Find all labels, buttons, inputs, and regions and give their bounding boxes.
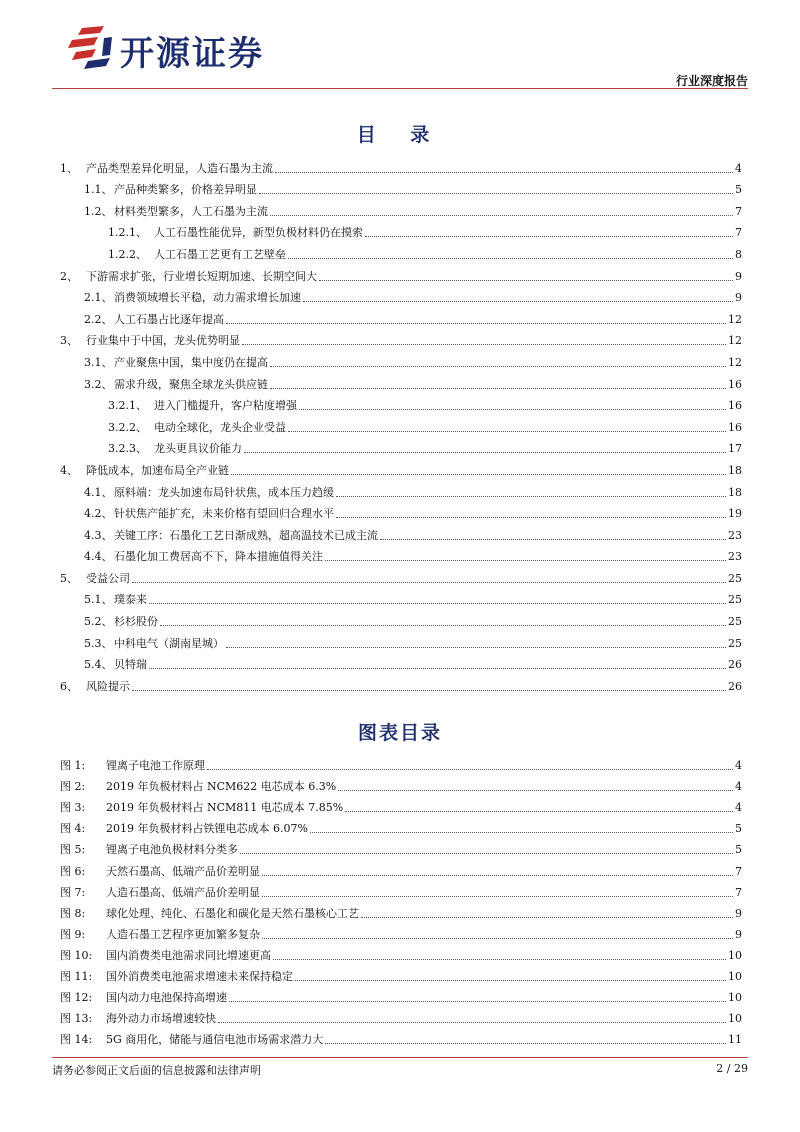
entry-title: 电动全球化，龙头企业受益 bbox=[154, 420, 286, 434]
dot-leader bbox=[319, 280, 733, 281]
entry-title: 人工石墨工艺更有工艺壁垒 bbox=[154, 247, 286, 261]
entry-title: 受益公司 bbox=[86, 571, 130, 585]
entry-number: 1.2、 bbox=[84, 204, 113, 218]
dot-leader bbox=[295, 980, 726, 981]
dot-leader bbox=[325, 560, 726, 561]
dot-leader bbox=[270, 388, 726, 389]
entry-page-number: 7 bbox=[735, 226, 742, 240]
dot-leader bbox=[338, 790, 733, 791]
entry-title: 贝特瑞 bbox=[114, 658, 147, 672]
dot-leader bbox=[226, 323, 726, 324]
dot-leader bbox=[262, 896, 733, 897]
entry-title: 行业集中于中国，龙头优势明显 bbox=[86, 334, 240, 348]
dot-leader bbox=[310, 832, 733, 833]
toc-entry[interactable] bbox=[60, 586, 742, 608]
entry-number: 图 4: bbox=[60, 822, 86, 836]
entry-page-number: 7 bbox=[735, 864, 742, 878]
entry-number: 图 10: bbox=[60, 948, 93, 962]
dot-leader bbox=[229, 1001, 726, 1002]
entry-title: 璞泰来 bbox=[114, 593, 147, 607]
entry-number: 图 9: bbox=[60, 927, 86, 941]
dot-leader bbox=[325, 1043, 726, 1044]
entry-number: 图 7: bbox=[60, 885, 86, 899]
entry-page-number: 12 bbox=[728, 355, 742, 369]
entry-page-number: 9 bbox=[735, 906, 742, 920]
entry-title: 锂离子电池负极材料分类多 bbox=[106, 843, 238, 857]
entry-page-number: 12 bbox=[728, 312, 742, 326]
entry-page-number: 16 bbox=[728, 399, 742, 413]
entry-number: 3、 bbox=[60, 334, 78, 348]
entry-number: 图 5: bbox=[60, 843, 86, 857]
figure-entry[interactable] bbox=[60, 815, 742, 836]
entry-number: 4.4、 bbox=[84, 550, 113, 564]
entry-page-number: 17 bbox=[728, 442, 742, 456]
entry-number: 1.1、 bbox=[84, 183, 113, 197]
figure-entry[interactable] bbox=[60, 963, 742, 984]
toc-entry[interactable] bbox=[60, 176, 742, 198]
entry-number: 图 14: bbox=[60, 1033, 93, 1047]
entry-number: 5.4、 bbox=[84, 658, 113, 672]
entry-page-number: 11 bbox=[728, 1033, 742, 1047]
dot-leader bbox=[262, 875, 733, 876]
footer-disclaimer: 请务必参阅正文后面的信息披露和法律声明 bbox=[52, 1064, 261, 1077]
toc-entry[interactable] bbox=[60, 284, 742, 306]
toc-entry[interactable] bbox=[60, 564, 742, 586]
dot-leader bbox=[361, 917, 733, 918]
toc-entry[interactable] bbox=[60, 392, 742, 414]
toc-entry[interactable] bbox=[60, 672, 742, 694]
toc-entry[interactable] bbox=[60, 651, 742, 673]
entry-number: 2.2、 bbox=[84, 312, 113, 326]
dot-leader bbox=[273, 959, 726, 960]
entry-title: 人工石墨性能优异，新型负极材料仍在摸索 bbox=[154, 226, 363, 240]
entry-page-number: 19 bbox=[728, 507, 742, 521]
entry-number: 图 1: bbox=[60, 759, 86, 773]
entry-page-number: 5 bbox=[735, 843, 742, 857]
entry-title: 人造石墨工艺程序更加繁多复杂 bbox=[106, 927, 260, 941]
dot-leader bbox=[345, 811, 733, 812]
dot-leader bbox=[270, 215, 733, 216]
entry-page-number: 9 bbox=[735, 269, 742, 283]
entry-title: 材料类型繁多，人工石墨为主流 bbox=[114, 204, 268, 218]
toc-entry[interactable] bbox=[60, 219, 742, 241]
entry-page-number: 10 bbox=[728, 1012, 742, 1026]
dot-leader bbox=[132, 582, 726, 583]
toc-entry[interactable] bbox=[60, 262, 742, 284]
entry-title: 产业聚焦中国，集中度仍在提高 bbox=[114, 355, 268, 369]
kaiyuan-logo-icon bbox=[60, 22, 120, 72]
dot-leader bbox=[259, 193, 733, 194]
entry-page-number: 4 bbox=[735, 161, 742, 175]
dot-leader bbox=[132, 690, 726, 691]
entry-title: 海外动力市场增速较快 bbox=[106, 1012, 216, 1026]
entry-number: 3.2.3、 bbox=[108, 442, 147, 456]
dot-leader bbox=[218, 1022, 726, 1023]
entry-page-number: 5 bbox=[735, 183, 742, 197]
entry-title: 下游需求扩张，行业增长短期加速、长期空间大 bbox=[86, 269, 317, 283]
dot-leader bbox=[288, 431, 726, 432]
entry-page-number: 9 bbox=[735, 927, 742, 941]
dot-leader bbox=[207, 769, 733, 770]
entry-page-number: 25 bbox=[728, 593, 742, 607]
figure-entry[interactable] bbox=[60, 773, 742, 794]
entry-title: 球化处理、纯化、石墨化和碳化是天然石墨核心工艺 bbox=[106, 906, 359, 920]
entry-page-number: 26 bbox=[728, 679, 742, 693]
dot-leader bbox=[240, 853, 733, 854]
dot-leader bbox=[336, 496, 726, 497]
entry-page-number: 18 bbox=[728, 485, 742, 499]
entry-title: 国内动力电池保持高增速 bbox=[106, 991, 227, 1005]
entry-page-number: 18 bbox=[728, 463, 742, 477]
page-indicator: 2 / 29 bbox=[716, 1062, 748, 1075]
entry-title: 杉杉股份 bbox=[114, 615, 158, 629]
entry-title: 石墨化加工费居高不下，降本措施值得关注 bbox=[114, 550, 323, 564]
entry-number: 5.3、 bbox=[84, 636, 113, 650]
entry-title: 人工石墨占比逐年提高 bbox=[114, 312, 224, 326]
toc-entry[interactable] bbox=[60, 370, 742, 392]
dot-leader bbox=[270, 366, 726, 367]
entry-title: 中科电气（湖南星城） bbox=[114, 636, 224, 650]
header-divider bbox=[52, 88, 748, 89]
toc-entry[interactable] bbox=[60, 197, 742, 219]
entry-page-number: 7 bbox=[735, 885, 742, 899]
entry-title: 国内消费类电池需求同比增速更高 bbox=[106, 948, 271, 962]
entry-title: 5G 商用化，储能与通信电池市场需求潜力大 bbox=[106, 1033, 324, 1047]
entry-number: 2、 bbox=[60, 269, 78, 283]
entry-number: 图 12: bbox=[60, 991, 93, 1005]
entry-number: 5、 bbox=[60, 571, 78, 585]
entry-title: 龙头更具议价能力 bbox=[154, 442, 242, 456]
entry-number: 3.2、 bbox=[84, 377, 113, 391]
table-of-contents bbox=[60, 154, 742, 694]
entry-title: 国外消费类电池需求增速未来保持稳定 bbox=[106, 970, 293, 984]
figure-entry[interactable] bbox=[60, 1005, 742, 1026]
entry-page-number: 25 bbox=[728, 571, 742, 585]
entry-number: 5.1、 bbox=[84, 593, 113, 607]
toc-title: 目 录 bbox=[356, 124, 444, 146]
entry-title: 消费领域增长平稳，动力需求增长加速 bbox=[114, 291, 301, 305]
entry-title: 进入门槛提升，客户粘度增强 bbox=[154, 399, 297, 413]
dot-leader bbox=[380, 539, 726, 540]
entry-number: 4.1、 bbox=[84, 485, 113, 499]
entry-page-number: 5 bbox=[735, 822, 742, 836]
dot-leader bbox=[262, 938, 733, 939]
dot-leader bbox=[288, 258, 733, 259]
entry-page-number: 25 bbox=[728, 615, 742, 629]
entry-title: 2019 年负极材料占铁锂电芯成本 6.07% bbox=[106, 822, 308, 836]
entry-page-number: 10 bbox=[728, 991, 742, 1005]
entry-title: 原料端：龙头加速布局针状焦，成本压力趋缓 bbox=[114, 485, 334, 499]
entry-number: 3.2.1、 bbox=[108, 399, 147, 413]
report-type-label: 行业深度报告 bbox=[675, 74, 748, 88]
dot-leader bbox=[226, 647, 726, 648]
figure-entry[interactable] bbox=[60, 1026, 742, 1047]
figure-entry[interactable] bbox=[60, 879, 742, 900]
toc-entry[interactable] bbox=[60, 327, 742, 349]
entry-page-number: 9 bbox=[735, 291, 742, 305]
dot-leader bbox=[242, 344, 726, 345]
toc-entry[interactable] bbox=[60, 543, 742, 565]
dot-leader bbox=[149, 603, 726, 604]
dot-leader bbox=[149, 668, 726, 669]
toc-entry[interactable] bbox=[60, 500, 742, 522]
entry-number: 图 11: bbox=[60, 970, 93, 984]
entry-page-number: 4 bbox=[735, 759, 742, 773]
entry-number: 3.2.2、 bbox=[108, 420, 147, 434]
entry-title: 2019 年负极材料占 NCM811 电芯成本 7.85% bbox=[106, 801, 344, 815]
footer-divider bbox=[52, 1057, 748, 1058]
entry-page-number: 16 bbox=[728, 377, 742, 391]
entry-number: 图 2: bbox=[60, 780, 86, 794]
dot-leader bbox=[299, 409, 726, 410]
figure-entry[interactable] bbox=[60, 942, 742, 963]
entry-number: 2.1、 bbox=[84, 291, 113, 305]
toc-entry[interactable] bbox=[60, 629, 742, 651]
figure-entry[interactable] bbox=[60, 836, 742, 857]
entry-page-number: 10 bbox=[728, 948, 742, 962]
entry-title: 锂离子电池工作原理 bbox=[106, 759, 205, 773]
figure-entry[interactable] bbox=[60, 752, 742, 773]
entry-page-number: 4 bbox=[735, 801, 742, 815]
toc-entry[interactable] bbox=[60, 154, 742, 176]
entry-title: 人造石墨高、低端产品价差明显 bbox=[106, 885, 260, 899]
dot-leader bbox=[244, 452, 726, 453]
entry-title: 天然石墨高、低端产品价差明显 bbox=[106, 864, 260, 878]
entry-page-number: 8 bbox=[735, 247, 742, 261]
entry-page-number: 26 bbox=[728, 658, 742, 672]
entry-number: 图 13: bbox=[60, 1012, 93, 1026]
entry-number: 图 6: bbox=[60, 864, 86, 878]
dot-leader bbox=[160, 625, 726, 626]
figure-entry[interactable] bbox=[60, 921, 742, 942]
figure-entry[interactable] bbox=[60, 857, 742, 878]
entry-title: 降低成本，加速布局全产业链 bbox=[86, 463, 229, 477]
entry-number: 1、 bbox=[60, 161, 78, 175]
toc-entry[interactable] bbox=[60, 413, 742, 435]
toc-entry[interactable] bbox=[60, 456, 742, 478]
entry-title: 产品种类繁多，价格差异明显 bbox=[114, 183, 257, 197]
figure-list-title: 图表目录 bbox=[357, 722, 442, 744]
dot-leader bbox=[303, 301, 733, 302]
figure-list bbox=[60, 752, 742, 1047]
entry-title: 2019 年负极材料占 NCM622 电芯成本 6.3% bbox=[106, 780, 337, 794]
entry-title: 关键工序：石墨化工艺日渐成熟，超高温技术已成主流 bbox=[114, 528, 378, 542]
entry-page-number: 23 bbox=[728, 550, 742, 564]
toc-entry[interactable] bbox=[60, 240, 742, 262]
entry-number: 1.2.1、 bbox=[108, 226, 147, 240]
page-header bbox=[0, 0, 800, 92]
entry-number: 6、 bbox=[60, 679, 78, 693]
entry-page-number: 23 bbox=[728, 528, 742, 542]
entry-page-number: 10 bbox=[728, 970, 742, 984]
entry-page-number: 12 bbox=[728, 334, 742, 348]
entry-number: 3.1、 bbox=[84, 355, 113, 369]
toc-entry[interactable] bbox=[60, 521, 742, 543]
entry-number: 4、 bbox=[60, 463, 78, 477]
entry-title: 风险提示 bbox=[86, 679, 130, 693]
dot-leader bbox=[365, 236, 733, 237]
dot-leader bbox=[275, 172, 733, 173]
entry-title: 需求升级，聚焦全球龙头供应链 bbox=[114, 377, 268, 391]
entry-title: 产品类型差异化明显，人造石墨为主流 bbox=[86, 161, 273, 175]
entry-page-number: 7 bbox=[735, 204, 742, 218]
entry-number: 4.2、 bbox=[84, 507, 113, 521]
entry-title: 针状焦产能扩充，未来价格有望回归合理水平 bbox=[114, 507, 334, 521]
entry-number: 5.2、 bbox=[84, 615, 113, 629]
entry-page-number: 16 bbox=[728, 420, 742, 434]
figure-entry[interactable] bbox=[60, 900, 742, 921]
toc-entry[interactable] bbox=[60, 348, 742, 370]
entry-page-number: 25 bbox=[728, 636, 742, 650]
dot-leader bbox=[336, 517, 726, 518]
brand-name: 开源证券 bbox=[120, 34, 264, 74]
dot-leader bbox=[231, 474, 726, 475]
entry-number: 图 8: bbox=[60, 906, 86, 920]
toc-entry[interactable] bbox=[60, 305, 742, 327]
figure-entry[interactable] bbox=[60, 794, 742, 815]
figure-entry[interactable] bbox=[60, 984, 742, 1005]
entry-number: 4.3、 bbox=[84, 528, 113, 542]
entry-number: 图 3: bbox=[60, 801, 86, 815]
toc-entry[interactable] bbox=[60, 607, 742, 629]
entry-page-number: 4 bbox=[735, 780, 742, 794]
toc-entry[interactable] bbox=[60, 435, 742, 457]
entry-number: 1.2.2、 bbox=[108, 247, 147, 261]
toc-entry[interactable] bbox=[60, 478, 742, 500]
